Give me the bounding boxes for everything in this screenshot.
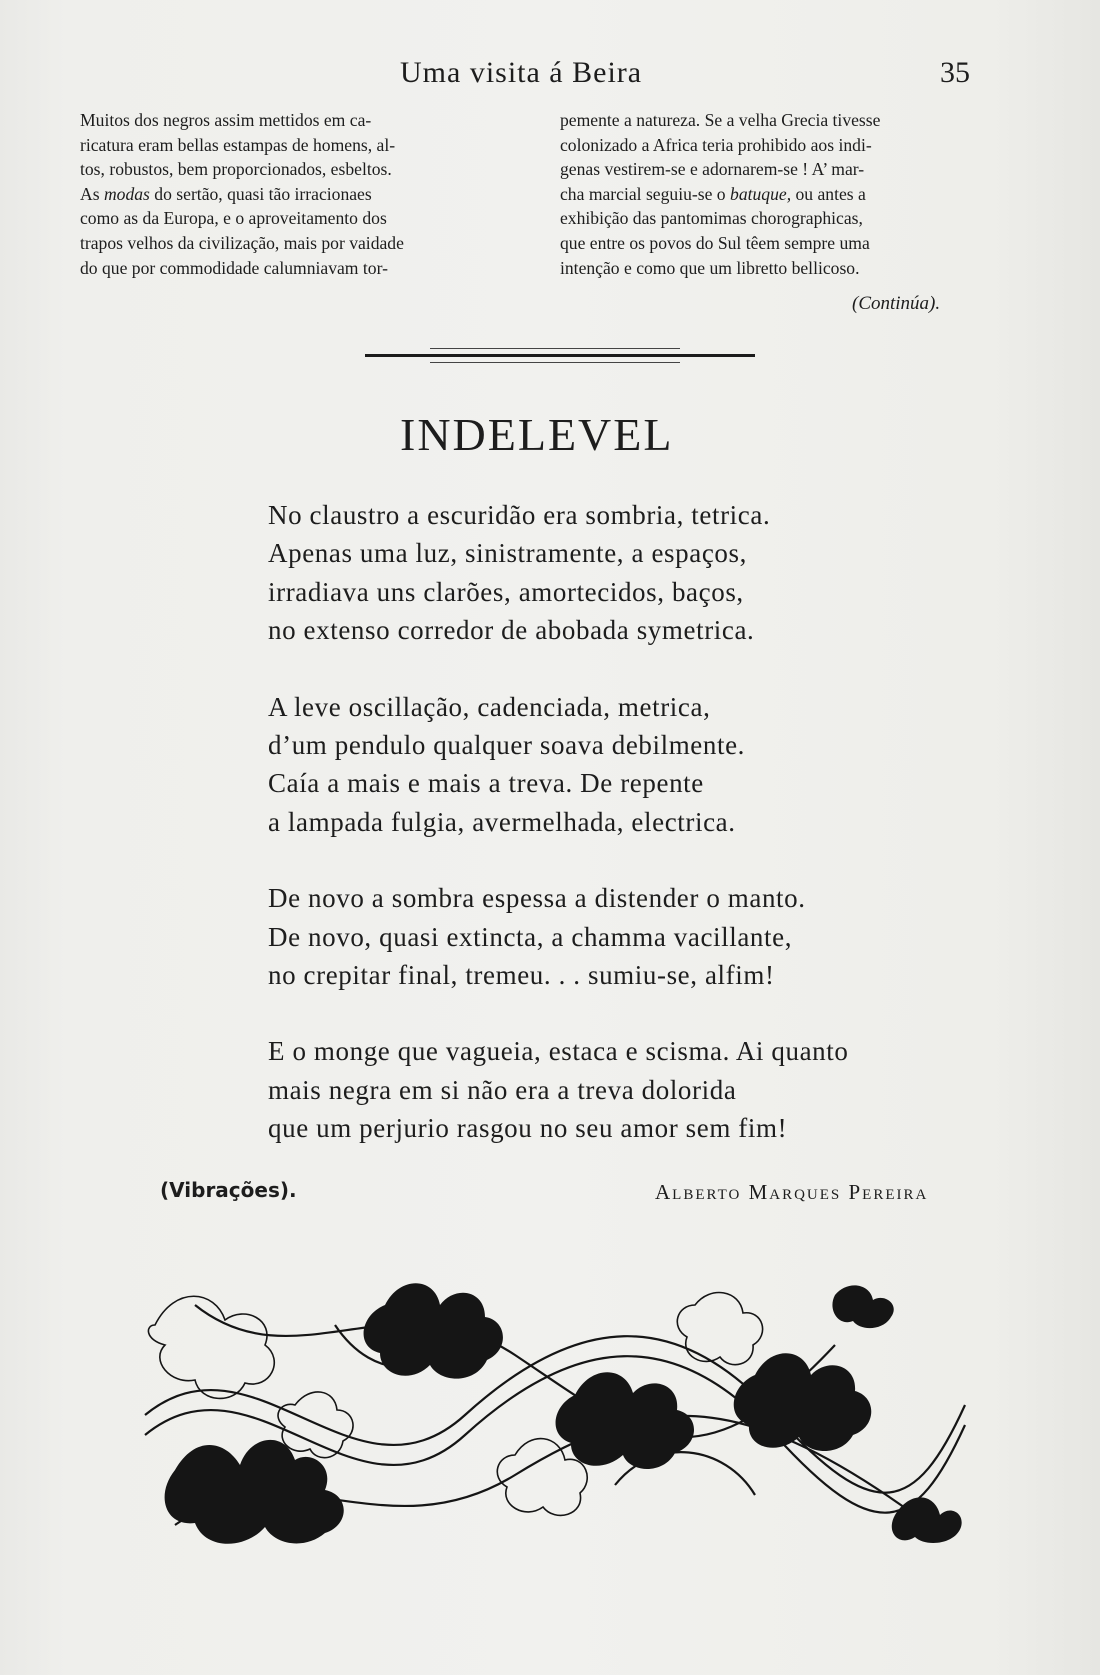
stanza [268, 688, 1008, 842]
text-line: colonizado a Africa teria prohibido aos indi- [560, 134, 872, 155]
verse-line: De novo, quasi extincta, a chamma vacillante, [268, 921, 793, 952]
text-line: intenção e como que um libretto bellicoso. [560, 257, 860, 278]
verse-line: No claustro a escuridão era sombria, tetrica. [268, 500, 771, 530]
verse-line: que um perjurio rasgou no seu amor sem fim! [268, 1113, 788, 1144]
text-line: cha marcial seguiu-se o batuque, ou antes a [560, 183, 866, 204]
verse-line: De novo a sombra espessa a distender o manto. [268, 883, 806, 914]
text-line: genas vestirem-se e adornarem-se ! A’ mar- [560, 159, 865, 180]
text-line: ricatura eram bellas estampas de homens, al- [80, 134, 396, 155]
text-line: tos, robustos, bem proporcionados, esbeltos. [80, 159, 392, 180]
poem-title: INDELEVEL [400, 409, 674, 460]
verse-line: Apenas uma luz, sinistramente, a espaços, [268, 538, 747, 569]
italic-word: modas [103, 183, 150, 204]
verse-line: no extenso corredor de abobada symetrica. [268, 615, 755, 646]
stanza [268, 1032, 1008, 1147]
text-line: que entre os povos do Sul têem sempre uma [560, 232, 870, 253]
running-title: Uma visita á Beira [400, 56, 643, 89]
verse-line: Caía a mais e mais a treva. De repente [268, 768, 704, 799]
section-divider [365, 340, 755, 370]
verse-line: E o monge que vagueia, estaca e scisma. Ai quanto [268, 1036, 849, 1067]
verse-line: mais negra em si não era a treva dolorida [268, 1074, 737, 1105]
verse-line: d’um pendulo qualquer soava debilmente. [268, 730, 746, 761]
stanza [268, 496, 1008, 650]
verse-line: a lampada fulgia, avermelhada, electrica. [268, 806, 736, 837]
poem-author: Alberto Marques Pereira [655, 1180, 929, 1204]
continued-note: (Continúa). [852, 293, 941, 314]
article-column-left [80, 108, 530, 280]
text-line: pemente a natureza. Se a velha Grecia tivesse [560, 110, 881, 130]
article-column-right [560, 108, 1015, 280]
verse-line: no crepitar final, tremeu. . . sumiu-se, alfim! [268, 960, 775, 991]
poem-source: (Vibrações). [160, 1178, 297, 1202]
text-line: do que por commodidade calumniavam tor- [80, 257, 388, 278]
text-line: Muitos dos negros assim mettidos em ca- [80, 110, 372, 130]
text-line: como as da Europa, e o aproveitamento dos [80, 208, 387, 229]
floral-vignette-icon [135, 1265, 975, 1555]
italic-word: batuque, [730, 183, 792, 204]
stanza [268, 879, 1008, 994]
poem-body [268, 496, 1008, 1186]
text-line: trapos velhos da civilização, mais por vaidade [80, 232, 404, 253]
text-line: As modas do sertão, quasi tão irracionaes [80, 183, 372, 204]
verse-line: A leve oscillação, cadenciada, metrica, [268, 691, 711, 722]
verse-line: irradiava uns clarões, amortecidos, baços, [268, 576, 744, 607]
page-header [0, 56, 1100, 96]
page-number: 35 [940, 56, 970, 89]
text-line: exhibição das pantomimas chorographicas, [560, 208, 863, 229]
